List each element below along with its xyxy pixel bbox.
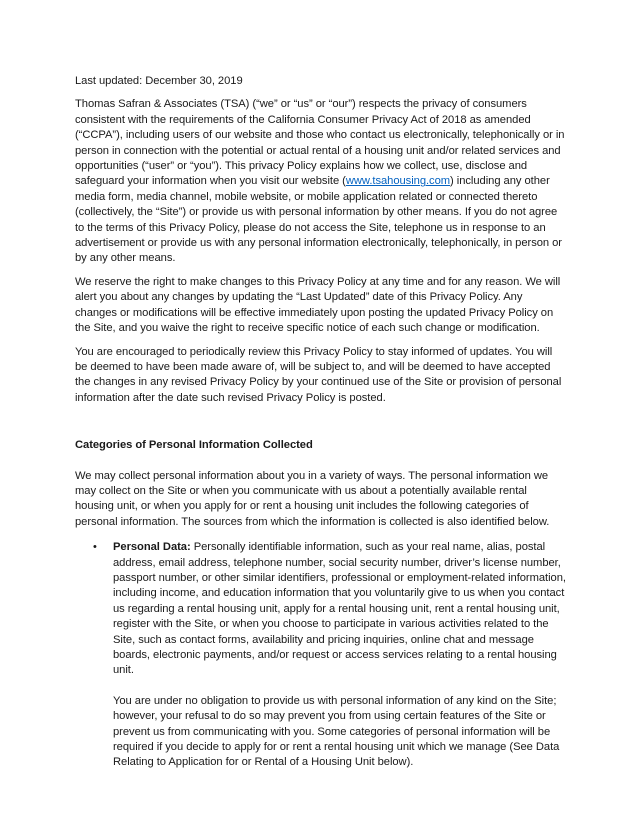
intro-text-end: ) including any other media form, media channel, mobile website, or mobile application related or connected thereto (collectively, the “Site”) or provide us with personal information by other means. If you do not agree to the terms of this Privacy Policy, please do not access the Site, telephone us in response to an advertisement or provide us with any personal information electronically, telephonically, in person or by any other means. <box>75 175 562 265</box>
bullet-sub-paragraph: You are under no obligation to provide us with personal information of any kind on the Site; however, your refusal to do so may prevent you from using certain features of the Site or prevent us from communicating with you. Some categories of personal information will be required if you decide to apply for or rent a rental housing unit which we manage (See Data Relating to Application for or Rental of a Housing Unit below). <box>113 694 560 769</box>
intro-text-start: Thomas Safran & Associates (TSA) (“we” or “us” or “our”) respects the privacy of consumers consistent with the requirements of the California Consumer Privacy Act of 2018 as amended (“CCPA”), including users of our website and those who contact us electronically, telephonically or in person in connection with the potential or actual rental of a housing unit and/or related services and opportunities (“user” or “you”). This privacy Policy explains how we collect, use, disclose and safeguard your information when you visit our website ( <box>75 98 565 188</box>
last-updated: Last updated: December 30, 2019 <box>75 75 243 87</box>
intro-paragraph <box>75 97 567 266</box>
personal-info-list <box>75 540 567 771</box>
bullet-label: Personal Data: <box>113 541 191 554</box>
bullet-text: Personally identifiable information, such as your real name, alias, postal address, email address, telephone number, social security number, driver’s license number, passport number, or other similar identifiers, professional or employment-related information, including income, and education information that you voluntarily give to us when you contact us regarding a rental housing unit, apply for a rental housing unit, rent a rental housing unit, register with the Site, or when you choose to participate in various activities related to the Site, such as contact forms, availability and pricing inquiries, online chat and message boards, electronic payments, and/or request or access services relating to a rental housing unit. <box>113 541 566 677</box>
bullet-body <box>113 540 567 679</box>
bullet-icon: • <box>93 541 97 554</box>
section-intro-paragraph: We may collect personal information about you in a variety of ways. The personal information we may collect on the Site or when you communicate with us about a potentially available rental housing unit, or when you apply for or rent a housing unit includes the following categories of personal information. The sources from which the information is collected is also identified below. <box>75 469 550 528</box>
review-paragraph: You are encouraged to periodically review this Privacy Policy to stay informed of updates. You will be deemed to have been made aware of, will be subject to, and will be deemed to have accepted the changes in any revised Privacy Policy by your continued use of the Site or provision of personal information after the date such revised Privacy Policy is posted. <box>75 345 562 404</box>
changes-paragraph: We reserve the right to make changes to this Privacy Policy at any time and for any reason. We will alert you about any changes by updating the “Last Updated” date of this Privacy Policy. Any changes or modifications will be effective immediately upon posting the updated Privacy Policy on the Site, and you waive the right to receive specific notice of each such change or modification. <box>75 275 561 335</box>
section-heading: Categories of Personal Information Collected <box>75 439 313 452</box>
list-item <box>93 540 567 771</box>
website-link[interactable]: www.tsahousing.com <box>345 175 451 188</box>
document-page <box>75 74 567 771</box>
